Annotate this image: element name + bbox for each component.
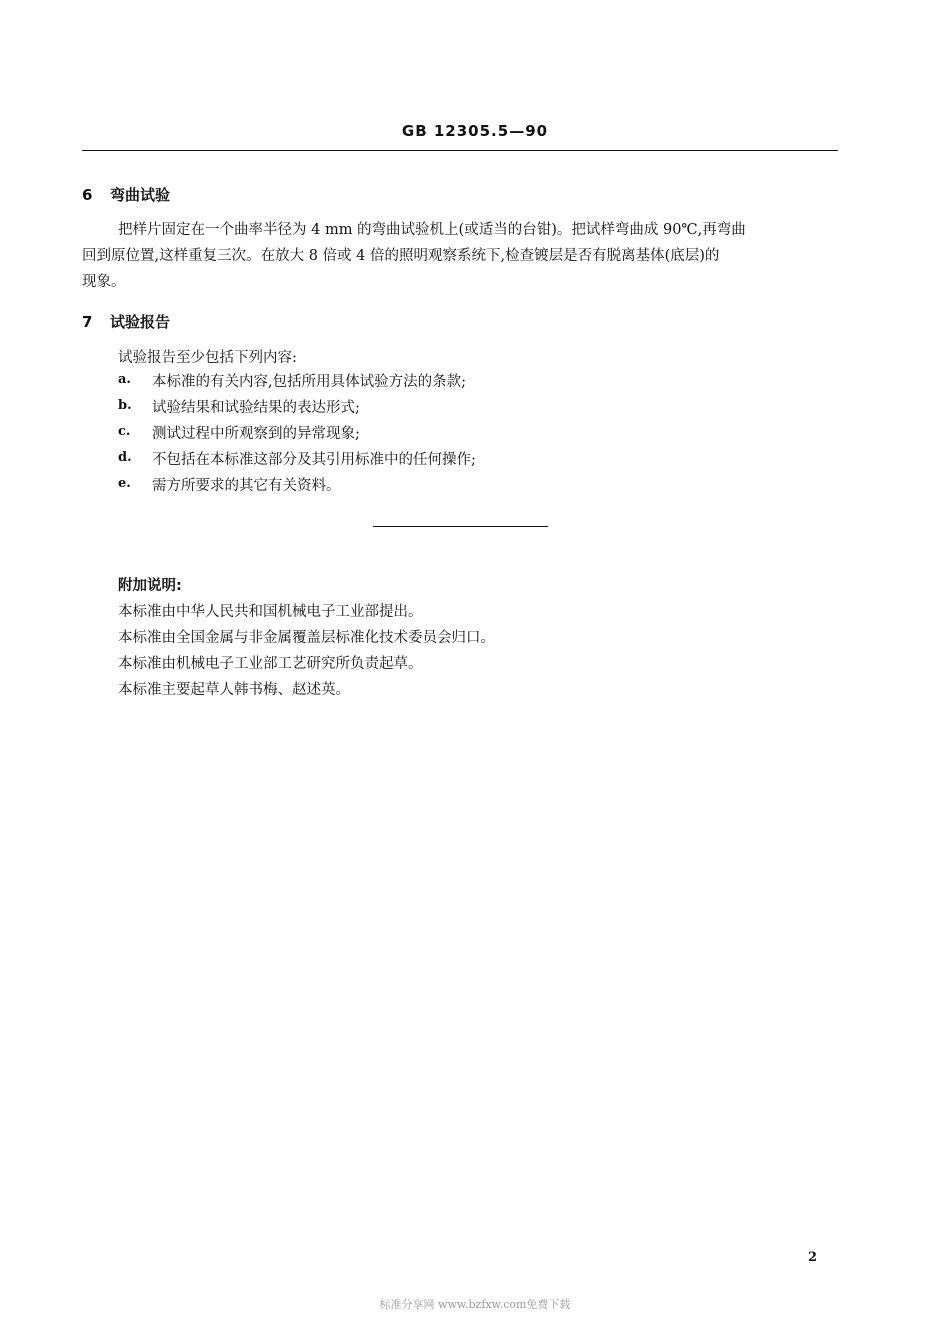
- list-item-letter: b.: [118, 398, 132, 413]
- section-6-heading: [82, 184, 170, 205]
- standard-code-header: GB 12305.5—90: [401, 122, 549, 140]
- list-item-letter: a.: [118, 372, 131, 387]
- section-6-number: 6: [82, 186, 93, 204]
- list-item-text: 不包括在本标准这部分及其引用标准中的任何操作;: [152, 452, 476, 468]
- notes-line: 本标准由全国金属与非金属覆盖层标准化技术委员会归口。: [118, 630, 495, 646]
- end-divider: [373, 526, 548, 527]
- list-item-text: 需方所要求的其它有关资料。: [152, 478, 341, 494]
- list-item-text: 测试过程中所观察到的异常现象;: [152, 426, 360, 442]
- notes-line: 本标准由中华人民共和国机械电子工业部提出。: [118, 604, 423, 620]
- section-7-heading: [82, 311, 170, 332]
- notes-line: 本标准由机械电子工业部工艺研究所负责起草。: [118, 656, 423, 672]
- section-7-intro: 试验报告至少包括下列内容:: [118, 350, 297, 366]
- section-6-line-2: 回到原位置,这样重复三次。在放大 8 倍或 4 倍的照明观察系统下,检查镀层是否有脱离基体(底层)的: [82, 248, 720, 264]
- list-item-letter: e.: [118, 476, 131, 491]
- notes-line: 本标准主要起草人韩书梅、赵述英。: [118, 682, 350, 698]
- list-item-text: 试验结果和试验结果的表达形式;: [152, 400, 360, 416]
- list-item-letter: c.: [118, 424, 131, 439]
- section-6-title: 弯曲试验: [110, 186, 171, 204]
- section-6-line-3: 现象。: [82, 274, 126, 290]
- list-item-letter: d.: [118, 450, 132, 465]
- footer-watermark: 标准分享网 www.bzfxw.com免费下载: [379, 1298, 571, 1311]
- page-number: 2: [808, 1250, 818, 1265]
- list-item-text: 本标准的有关内容,包括所用具体试验方法的条款;: [152, 374, 466, 390]
- header-rule: [82, 150, 838, 151]
- notes-title: 附加说明:: [118, 578, 182, 594]
- section-7-number: 7: [82, 313, 93, 331]
- section-6-line-1: 把样片固定在一个曲率半径为 4 mm 的弯曲试验机上(或适当的台钳)。把试样弯曲成 90℃,再弯曲: [118, 222, 746, 238]
- section-7-title: 试验报告: [110, 313, 171, 331]
